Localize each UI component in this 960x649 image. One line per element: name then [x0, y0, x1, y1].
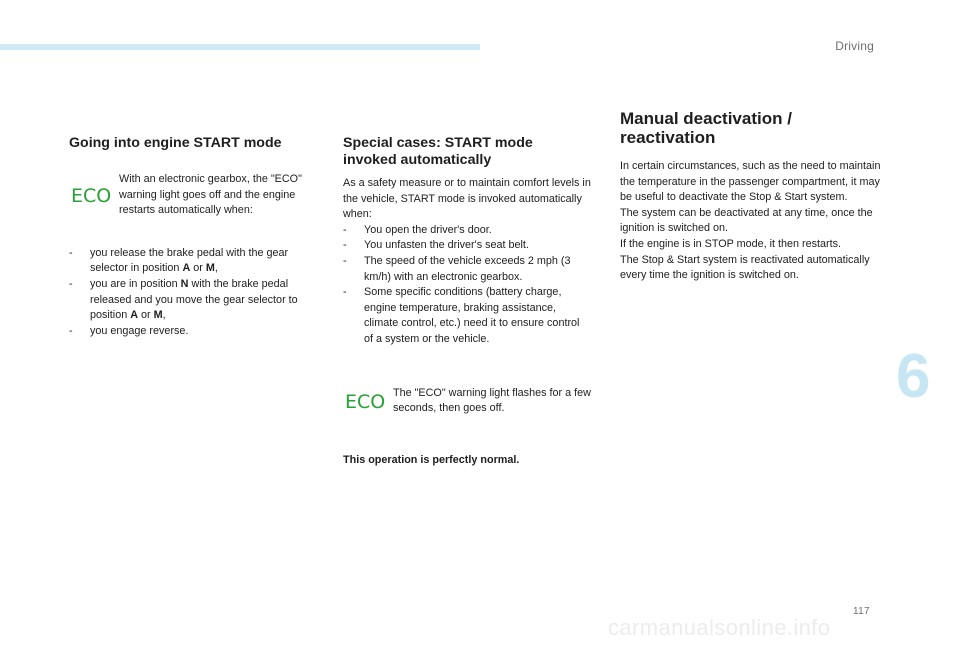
list-item: - you engage reverse.	[69, 324, 327, 340]
special-cases-list	[343, 223, 591, 348]
svg-text:ECO: ECO	[71, 185, 112, 208]
watermark: carmanualsonline.info	[608, 615, 831, 640]
start-conditions-list	[69, 246, 327, 340]
column-start-mode	[69, 135, 327, 339]
special-cases-intro: As a safety measure or to maintain comfort levels in the vehicle, START mode is invoked automatically when:	[343, 177, 591, 221]
deactivation-paragraph: If the engine is in STOP mode, it then restarts.	[620, 237, 842, 250]
heading-special-cases: Special cases: START mode invoked automatically	[343, 135, 533, 168]
page-number: 117	[853, 606, 870, 617]
eco-info-text: The "ECO" warning light flashes for a few seconds, then goes off.	[393, 386, 591, 415]
eco-info-block	[69, 172, 327, 219]
list-item: - you release the brake pedal with the gear selector in position A or M,	[69, 246, 327, 277]
deactivation-paragraph: The Stop & Start system is reactivated automatically every time the ignition is switched on.	[620, 253, 870, 282]
column-manual-deactivation	[620, 109, 884, 284]
eco-warning-light-icon	[343, 389, 393, 413]
deactivation-paragraph: In certain circumstances, such as the need to maintain the temperature in the passenger compartment, it may be useful to deactivate the Stop & Start system.	[620, 160, 881, 204]
column-special-cases	[343, 135, 591, 468]
list-item: - You open the driver's door.	[343, 223, 591, 239]
header-accent-bar	[0, 44, 480, 50]
heading-manual-deactivation: Manual deactivation / reactivation	[620, 109, 792, 147]
eco-info-text: With an electronic gearbox, the "ECO" warning light goes off and the engine restarts automatically when:	[119, 173, 302, 217]
heading-start-mode: Going into engine START mode	[69, 135, 282, 151]
svg-text:ECO: ECO	[345, 391, 386, 414]
eco-warning-light-icon	[69, 183, 119, 207]
normal-operation-note: This operation is perfectly normal.	[343, 453, 520, 466]
chapter-number: 6	[896, 342, 931, 411]
list-item: - You unfasten the driver's seat belt.	[343, 238, 591, 254]
section-title: Driving	[835, 39, 874, 53]
list-item: - you are in position N with the brake pedal released and you move the gear selector to position A or M,	[69, 277, 327, 324]
eco-info-block	[343, 386, 591, 417]
list-item: - The speed of the vehicle exceeds 2 mph (3 km/h) with an electronic gearbox.	[343, 254, 591, 285]
list-item: - Some specific conditions (battery charge, engine temperature, braking assistance, climate control, etc.) need it to ensure control of a system or the vehicle.	[343, 285, 591, 347]
deactivation-paragraph: The system can be deactivated at any time, once the ignition is switched on.	[620, 206, 873, 235]
